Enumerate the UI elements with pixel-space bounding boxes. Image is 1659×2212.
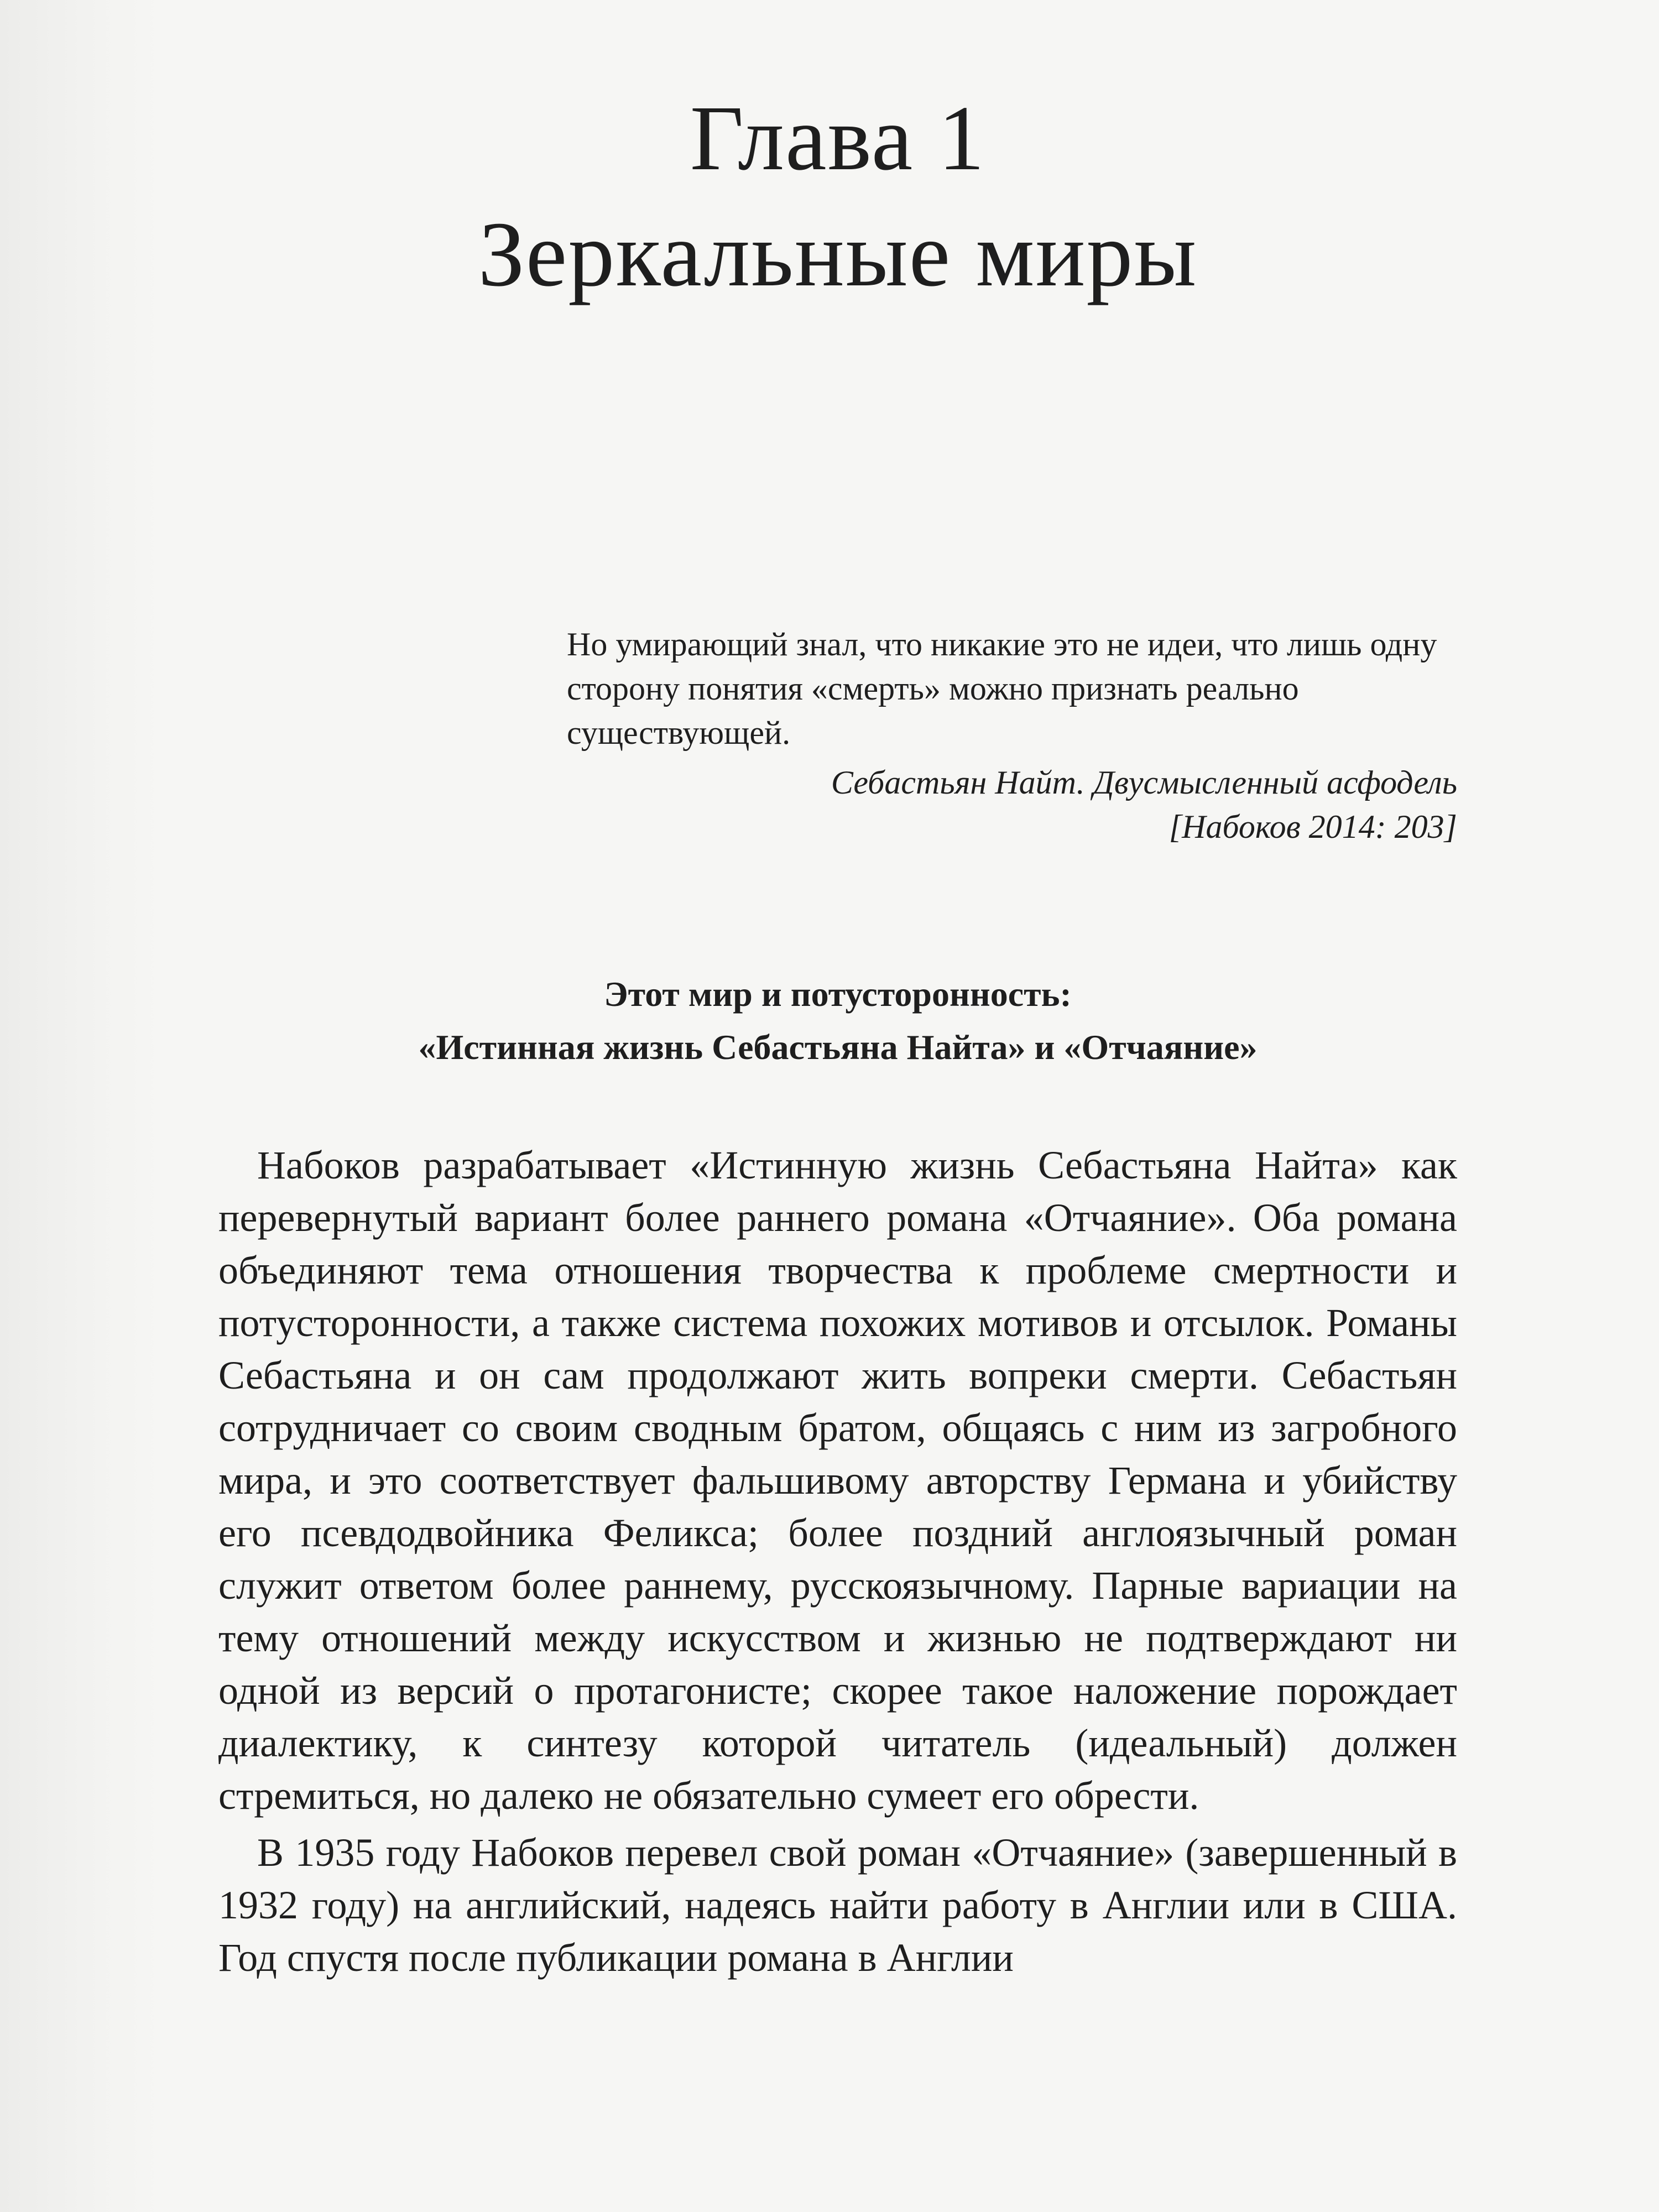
section-heading [218, 968, 1457, 1074]
chapter-title: Зеркальные миры [478, 203, 1198, 306]
body-text [218, 1139, 1457, 1984]
chapter-number: Глава 1 [690, 87, 986, 190]
paragraph-2: В 1935 году Набоков перевел свой роман «Отчаяние» (завершенный в 1932 году) на английский, надеясь найти работу в Англии или в США. Год спустя после публикации романа в Англии [218, 1830, 1457, 1980]
page-gutter-shadow [0, 0, 166, 2212]
epigraph-source: Себастьян Найт. Двусмысленный асфодель [831, 764, 1457, 801]
paragraph-1: Набоков разрабатывает «Истинную жизнь Себастьяна Найта» как перевернутый вариант более раннего романа «Отчаяние». Оба романа объединяют тема отношения творчества к проблеме смертности и потусторонности, а также система похожих мотивов и отсылок. Романы Себастьяна и он сам продолжают жить вопреки смерти. Себастьян сотрудничает со своим сводным братом, общаясь с ним из загробного мира, и это соответствует фальшивому авторству Германа и убийству его псевдодвойника Феликса; более поздний англоязычный роман служит ответом более раннему, русскоязычному. Парные вариации на тему отношений между искусством и жизнью не подтверждают ни одной из версий о протагонисте; скорее такое наложение порождает диалектику, к синтезу которой читатель (идеальный) должен стремиться, но далеко не обязательно сумеет его обрести. [218, 1143, 1457, 1818]
epigraph-reference: [Набоков 2014: 203] [1168, 808, 1457, 845]
section-heading-line-2: «Истинная жизнь Себастьяна Найта» и «Отчаяние» [418, 1027, 1258, 1067]
epigraph [567, 622, 1457, 849]
epigraph-quote: Но умирающий знал, что никакие это не идеи, что лишь одну сторону понятия «смерть» можно признать реально существующей. [567, 626, 1437, 751]
section-heading-line-1: Этот мир и потусторонность: [604, 974, 1072, 1014]
